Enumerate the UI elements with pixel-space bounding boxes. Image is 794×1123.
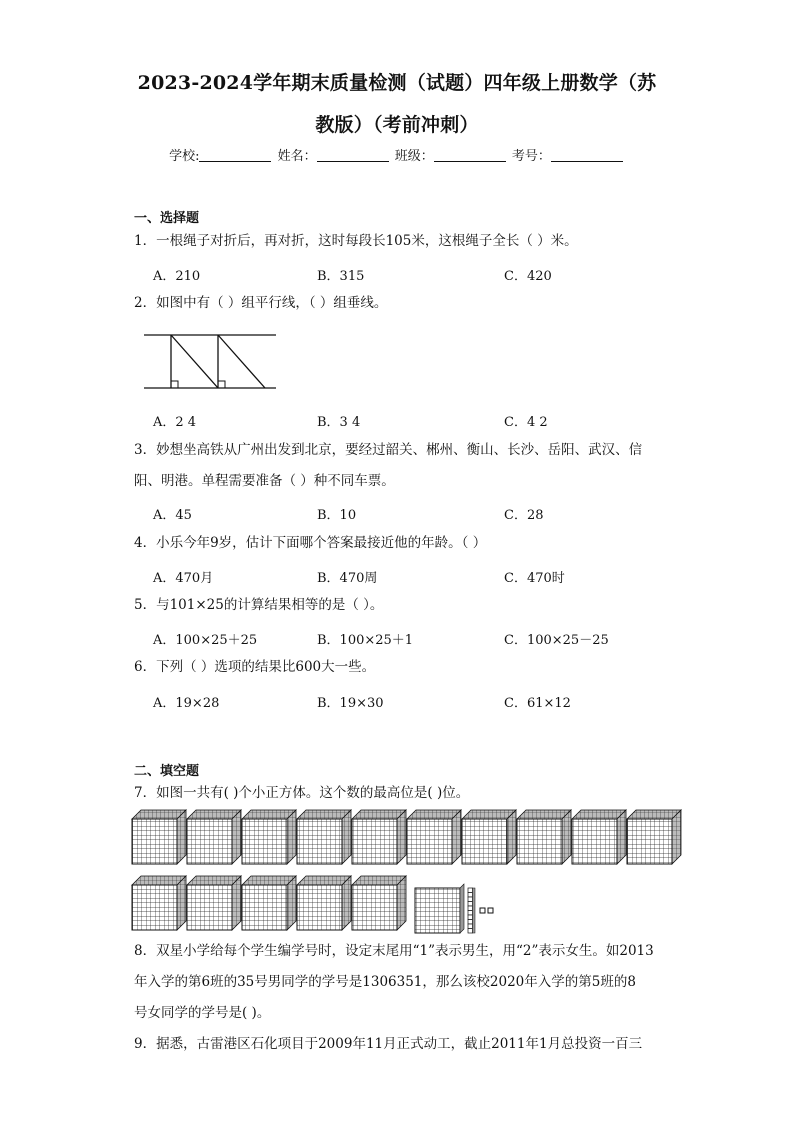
q2-option-a[interactable]: A．2 4 [153, 415, 197, 430]
student-info-row [0, 145, 794, 164]
question-3-line2: 阳、明港。单程需要准备（ ）种不同车票。 [134, 473, 395, 489]
unit-cube [488, 908, 493, 913]
hundred-flat [415, 884, 464, 933]
unit-cube [480, 908, 485, 913]
q6-option-b[interactable]: B．19×30 [317, 696, 384, 711]
q6-option-a[interactable]: A．19×28 [153, 696, 220, 711]
thousand-cube [297, 810, 351, 864]
q1-option-a[interactable]: A．210 [153, 269, 201, 284]
school-blank[interactable] [199, 149, 271, 162]
q3-option-a[interactable]: A．45 [153, 508, 192, 523]
q1-option-c[interactable]: C．420 [504, 269, 552, 284]
q2-option-b[interactable]: B．3 4 [317, 415, 361, 430]
question-4: 4．小乐今年9岁，估计下面哪个答案最接近他的年龄。（ ） [134, 535, 487, 551]
thousand-cube [572, 810, 626, 864]
question-8-line1: 8．双星小学给每个学生编学号时，设定末尾用“1”表示男生，用“2”表示女生。如2013 [134, 943, 654, 959]
question-6: 6．下列（ ）选项的结果比600大一些。 [134, 659, 376, 675]
exam-title-line1: 2023-2024学年期末质量检测（试题）四年级上册数学（苏 [137, 72, 657, 94]
cubes-figure [128, 808, 688, 934]
thousand-cube [187, 810, 241, 864]
class-blank[interactable] [434, 149, 506, 162]
q5-option-a[interactable]: A．100×25＋25 [153, 633, 258, 648]
thousand-cube [242, 810, 296, 864]
thousand-cube [187, 876, 241, 930]
thousand-cube [297, 876, 351, 930]
q3-option-c[interactable]: C．28 [504, 508, 544, 523]
question-9-line1: 9．据悉，古雷港区石化项目于2009年11月正式动工，截止2011年1月总投资一百三 [134, 1036, 643, 1052]
thousand-cube [132, 810, 186, 864]
name-blank[interactable] [317, 149, 389, 162]
question-8-line2: 年入学的第6班的35号男同学的学号是1306351，那么该校2020年入学的第5班的8 [134, 974, 636, 990]
section-choice-title: 一、选择题 [134, 211, 200, 226]
question-1: 1．一根绳子对折后，再对折，这时每段长105米，这根绳子全长（ ）米。 [134, 233, 578, 249]
thousand-cube [462, 810, 516, 864]
q4-option-b[interactable]: B．470周 [317, 571, 378, 586]
thousand-cube [352, 810, 406, 864]
exam-title-line2: 教版）（考前冲刺） [315, 114, 479, 136]
q4-option-a[interactable]: A．470月 [153, 571, 214, 586]
number-blank[interactable] [551, 149, 623, 162]
q5-option-b[interactable]: B．100×25＋1 [317, 633, 414, 648]
parallel-lines-figure [140, 330, 280, 394]
q1-option-b[interactable]: B．315 [317, 269, 365, 284]
section-fill-title: 二、填空题 [134, 764, 200, 779]
q2-option-c[interactable]: C．4 2 [504, 415, 548, 430]
question-2: 2．如图中有（ ）组平行线，（ ）组垂线。 [134, 295, 388, 311]
number-label: 考号： [511, 149, 551, 164]
q5-option-c[interactable]: C．100×25－25 [504, 633, 609, 648]
question-3-line1: 3．妙想坐高铁从广州出发到北京，要经过韶关、郴州、衡山、长沙、岳阳、武汉、信 [134, 442, 643, 458]
thousand-cube [407, 810, 461, 864]
question-8-line3: 号女同学的学号是( )。 [134, 1005, 271, 1021]
school-label: 学校: [169, 149, 200, 164]
class-label: 班级： [394, 149, 434, 164]
question-7: 7．如图一共有( )个小正方体。这个数的最高位是( )位。 [134, 785, 470, 801]
thousand-cube [517, 810, 571, 864]
q6-option-c[interactable]: C．61×12 [504, 696, 571, 711]
ten-rod [468, 888, 475, 933]
thousand-cube [132, 876, 186, 930]
name-label: 姓名： [277, 149, 317, 164]
question-5: 5．与101×25的计算结果相等的是（ ）。 [134, 597, 384, 613]
thousand-cube [352, 876, 406, 930]
q4-option-c[interactable]: C．470时 [504, 571, 565, 586]
thousand-cube [627, 810, 681, 864]
q3-option-b[interactable]: B．10 [317, 508, 357, 523]
thousand-cube [242, 876, 296, 930]
